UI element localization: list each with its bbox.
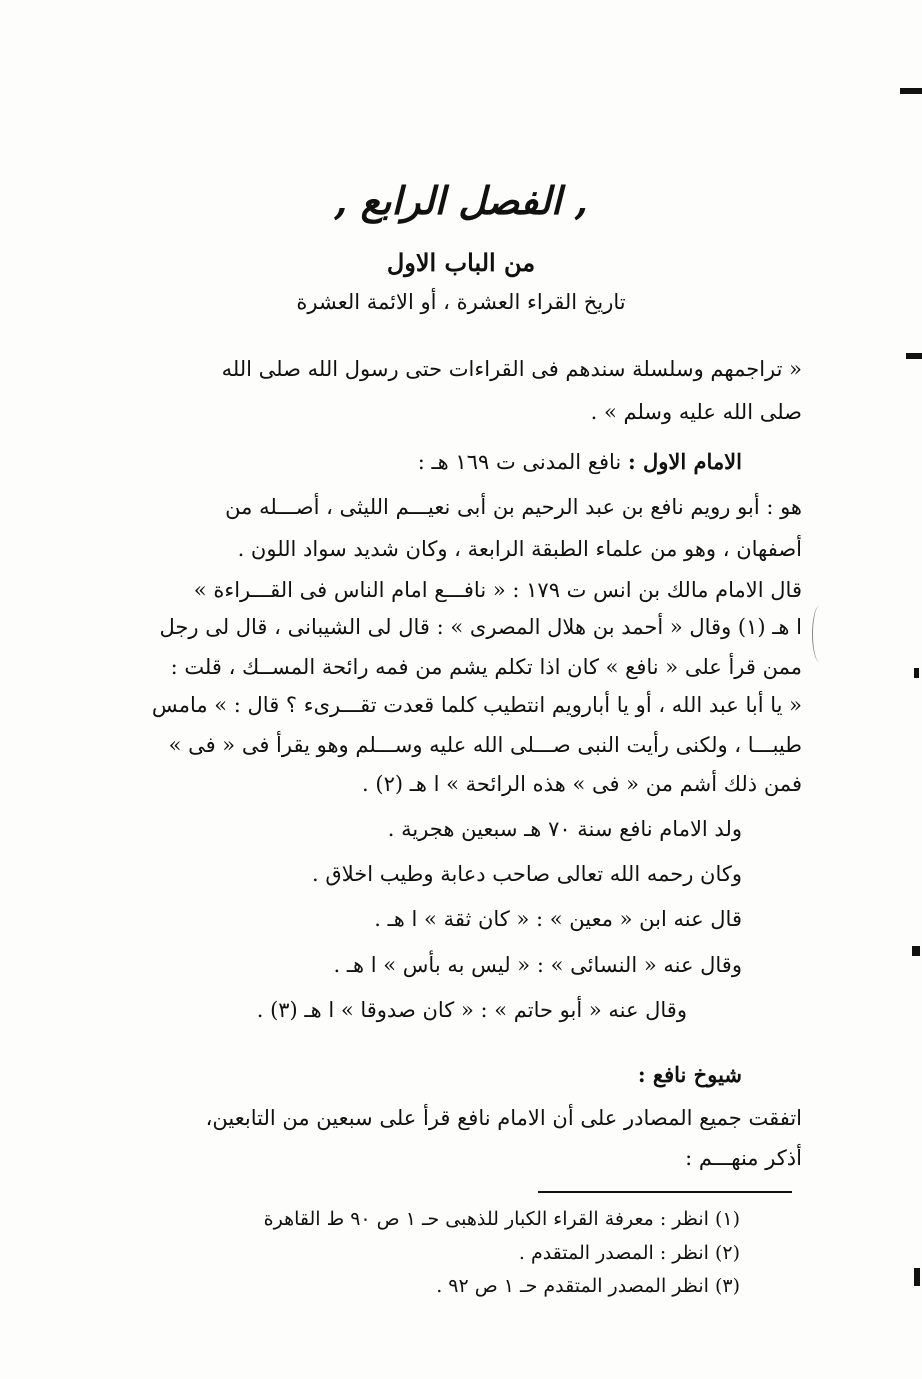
body-line: طيبـــا ، ولكنى رأيت النبى صـــلى الله عليه وســـلم وهو يقرأ فى « فى » — [168, 733, 802, 757]
intro-line: « تراجمهم وسلسلة سندهم فى القراءات حتى رسول الله صلى الله — [221, 357, 802, 381]
indented-line: قال عنه ابن « معين » : « كان ثقة » ا هـ . — [374, 907, 742, 931]
body-line: « يا أبا عبد الله ، أو يا أبارويم انتطيب كلما قعدت تقـــرىء ؟ قال : » مامس — [151, 693, 802, 717]
body-line: فمن ذلك أشم من « فى » هذه الرائحة » ا هـ (٢) . — [362, 772, 802, 796]
body-line: هو : أبو رويم نافع بن عبد الرحيم بن أبى نعيـــم الليثى ، أصـــله من — [225, 495, 802, 519]
imam-label: الامام الاول : — [627, 449, 742, 474]
indented-line: ولد الامام نافع سنة ٧٠ هـ سبعين هجرية . — [387, 817, 742, 841]
footnote: (٣) انظر المصدر المتقدم حـ ١ ص ٩٢ . — [436, 1275, 740, 1297]
section-subtitle: من الباب الاول — [386, 248, 536, 277]
scan-edge-mark — [900, 88, 922, 94]
body-line: قال الامام مالك بن انس ت ١٧٩ : « نافـــع امام الناس فى القـــراءة » — [193, 578, 802, 602]
section-line: أذكر منهـــم : — [685, 1146, 802, 1170]
footnote-divider — [538, 1191, 792, 1193]
scan-edge-mark — [914, 668, 919, 678]
imam-line — [418, 449, 742, 475]
indented-line: وقال عنه « النسائى » : « ليس به بأس » ا هـ . — [333, 953, 742, 977]
footnote: (٢) انظر : المصدر المتقدم . — [518, 1242, 740, 1264]
chapter-title: , الفصل الرابع , — [334, 178, 588, 223]
scan-edge-mark — [912, 946, 920, 956]
section-subsubtitle: تاريخ القراء العشرة ، أو الائمة العشرة — [296, 290, 626, 314]
footnote: (١) انظر : معرفة القراء الكبار للذهبى حـ ١ ص ٩٠ ط القاهرة — [263, 1208, 740, 1230]
scan-edge-mark — [906, 353, 922, 359]
margin-bracket-mark — [812, 606, 827, 662]
body-line: ا هـ (١) وقال « أحمد بن هلال المصرى » : قال لى الشيبانى ، قال لى رجل — [159, 615, 802, 639]
intro-line: صلى الله عليه وسلم » . — [590, 400, 802, 424]
indented-line: وقال عنه « أبو حاتم » : « كان صدوقا » ا هـ (٣) . — [256, 998, 687, 1022]
section-heading: شيوخ نافع : — [637, 1062, 742, 1087]
imam-text: نافع المدنى ت ١٦٩ هـ : — [417, 450, 628, 474]
scan-edge-mark — [914, 1268, 920, 1286]
indented-line: وكان رحمه الله تعالى صاحب دعابة وطيب اخلاق . — [312, 862, 742, 886]
section-line: اتفقت جميع المصادر على أن الامام نافع قرأ على سبعين من التابعين، — [205, 1106, 802, 1130]
body-line: ممن قرأ على « نافع » كان اذا تكلم يشم من فمه رائحة المســك ، قلت : — [170, 655, 802, 679]
body-line: أصفهان ، وهو من علماء الطبقة الرابعة ، وكان شديد سواد اللون . — [237, 537, 802, 561]
